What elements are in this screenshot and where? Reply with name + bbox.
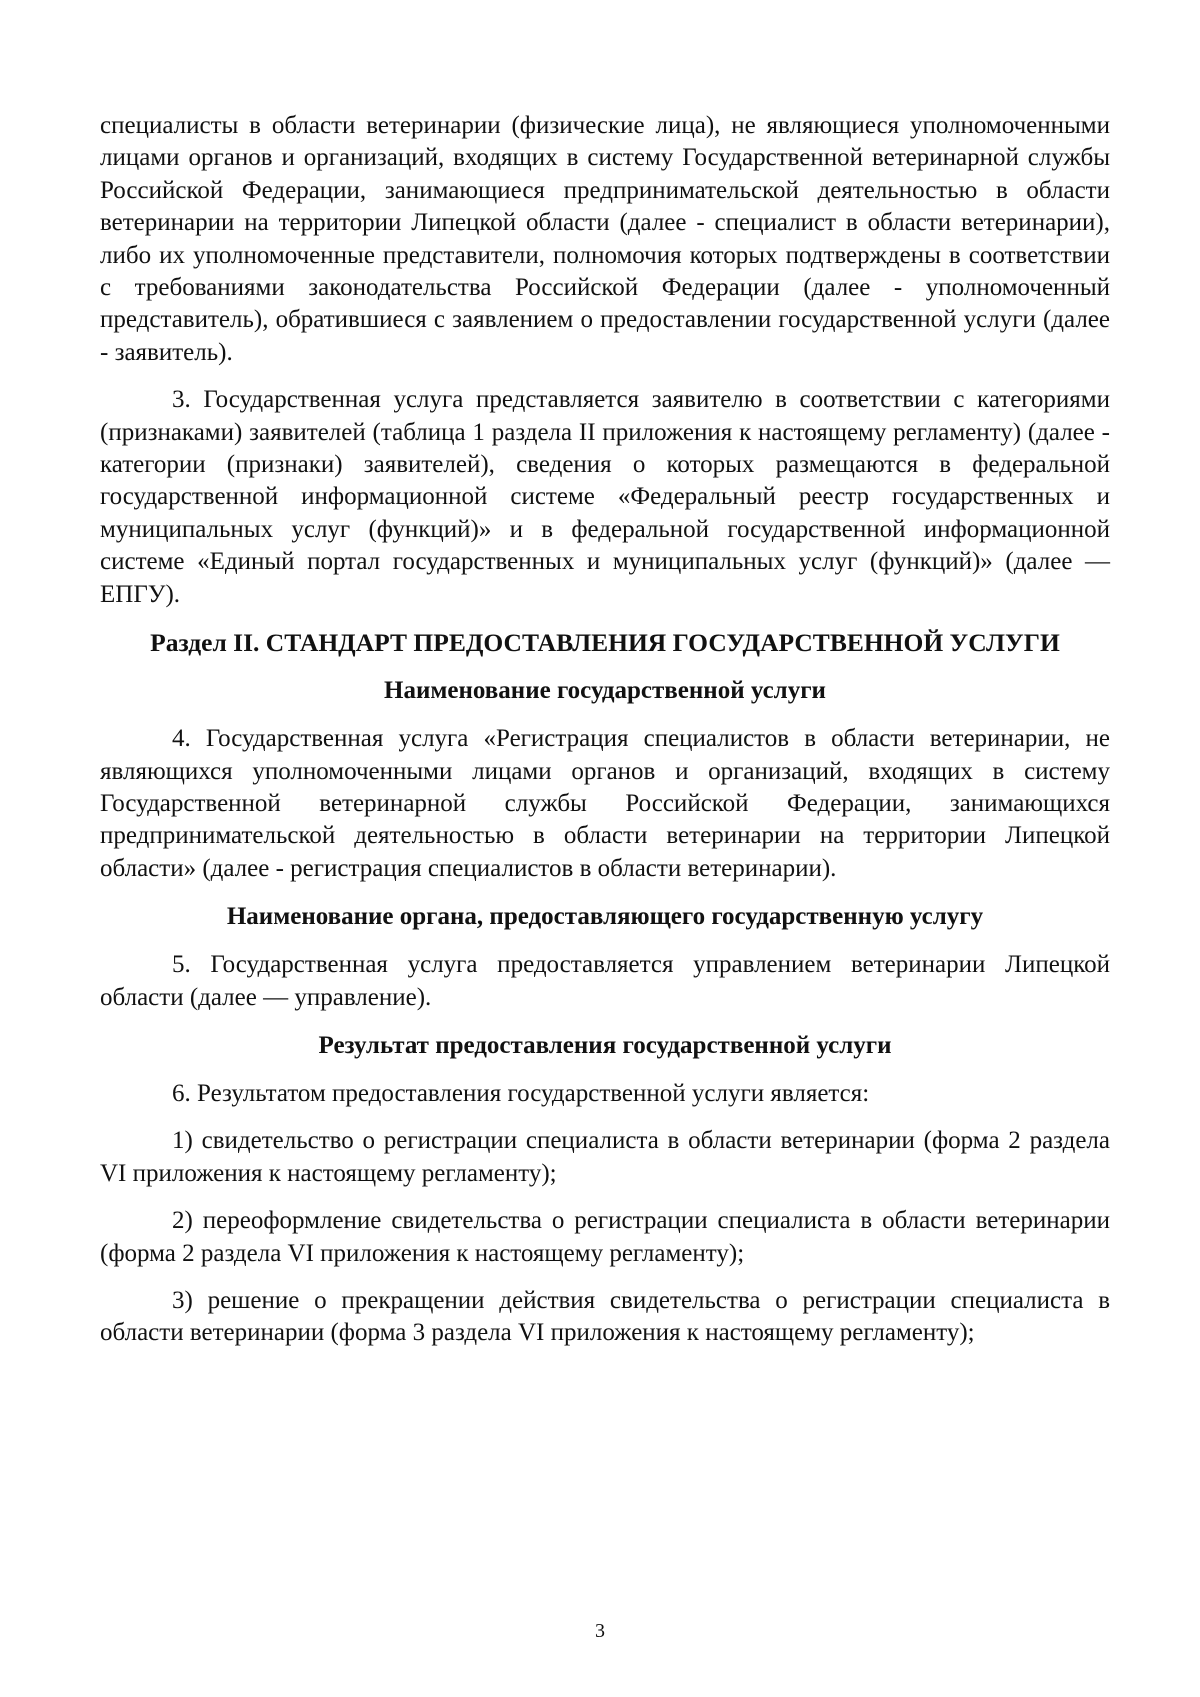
paragraph-3: 3. Государственная услуга представляется заявителю в соответствии с категориями (признаками) заявителей (таблица 1 раздела II приложения к настоящему регламенту) (далее - категории (признаки) заявителей), сведения о которых размещаются в федеральной государственной информационной системе «Федеральный реестр государственных и муниципальных услуг (функций)» и в федеральной государственной информационной системе «Единый портал государственных и муниципальных услуг (функций)» (далее — ЕПГУ). bbox=[100, 386, 1110, 608]
paragraph-applicants: специалисты в области ветеринарии (физические лица), не являющиеся уполномоченными лицами органов и организаций, входящих в систему Государственной ветеринарной службы Российской Федерации, занимающиеся предпринимательской деятельностью в области ветеринарии на территории Липецкой области (далее - специалист в области ветеринарии), либо их уполномоченные представители, полномочия которых подтверждены в соответствии с требованиями законодательства Российской Федерации (далее - уполномоченный представитель), обратившиеся с заявлением о предоставлении государственной услуги (далее - заявитель). bbox=[100, 112, 1110, 366]
heading-result: Результат предоставления государственной услуги bbox=[318, 1031, 892, 1059]
paragraph-5: 5. Государственная услуга предоставляется управлением ветеринарии Липецкой области (далее — управление). bbox=[100, 951, 1110, 1011]
paragraph-6: 6. Результатом предоставления государственной услуги является: bbox=[172, 1079, 870, 1107]
document-page bbox=[100, 110, 1110, 1350]
heading-authority: Наименование органа, предоставляющего государственную услугу bbox=[226, 903, 984, 931]
page-number: 3 bbox=[595, 1620, 605, 1642]
result-item-1: 1) свидетельство о регистрации специалиста в области ветеринарии (форма 2 раздела VI приложения к настоящему регламенту); bbox=[100, 1127, 1110, 1187]
heading-service-name: Наименование государственной услуги bbox=[384, 677, 826, 705]
section-title: Раздел II. СТАНДАРТ ПРЕДОСТАВЛЕНИЯ ГОСУДАРСТВЕННОЙ УСЛУГИ bbox=[150, 628, 1060, 658]
result-item-2: 2) переоформление свидетельства о регистрации специалиста в области ветеринарии (форма 2 раздела VI приложения к настоящему регламенту); bbox=[100, 1207, 1110, 1267]
paragraph-4: 4. Государственная услуга «Регистрация специалистов в области ветеринарии, не являющихся уполномоченными лицами органов и организаций, входящих в систему Государственной ветеринарной службы Российской Федерации, занимающихся предпринимательской деятельностью в области ветеринарии на территории Липецкой области» (далее - регистрация специалистов в области ветеринарии). bbox=[100, 725, 1110, 882]
result-item-3: 3) решение о прекращении действия свидетельства о регистрации специалиста в области ветеринарии (форма 3 раздела VI приложения к настоящему регламенту); bbox=[100, 1286, 1110, 1347]
